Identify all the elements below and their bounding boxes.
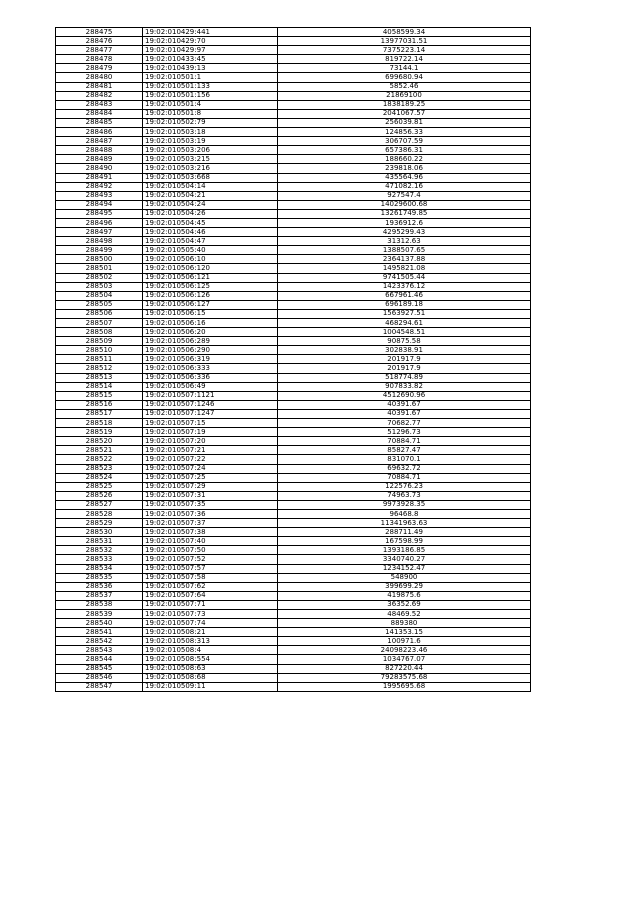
row-number-cell: 288526 <box>56 491 143 500</box>
value-cell: 90875.58 <box>278 337 531 346</box>
row-number-cell: 288517 <box>56 409 143 418</box>
table-row <box>56 109 531 118</box>
row-number-cell: 288511 <box>56 355 143 364</box>
cadastral-number-cell: 19:02:010506:290 <box>143 346 278 355</box>
cadastral-number-cell: 19:02:010429:441 <box>143 28 278 37</box>
table-row <box>56 664 531 673</box>
value-cell: 69632.72 <box>278 464 531 473</box>
cadastral-number-cell: 19:02:010507:57 <box>143 564 278 573</box>
value-cell: 657386.31 <box>278 146 531 155</box>
row-number-cell: 288504 <box>56 291 143 300</box>
table-row <box>56 155 531 164</box>
value-cell: 51296.73 <box>278 428 531 437</box>
cadastral-number-cell: 19:02:010503:668 <box>143 173 278 182</box>
value-cell: 188660.22 <box>278 155 531 164</box>
table-row <box>56 555 531 564</box>
table-row <box>56 355 531 364</box>
cadastral-number-cell: 19:02:010507:37 <box>143 519 278 528</box>
table-row <box>56 600 531 609</box>
row-number-cell: 288496 <box>56 218 143 227</box>
cadastral-number-cell: 19:02:010507:64 <box>143 591 278 600</box>
value-cell: 70884.71 <box>278 473 531 482</box>
cadastral-number-cell: 19:02:010504:24 <box>143 200 278 209</box>
cadastral-number-cell: 19:02:010508:68 <box>143 673 278 682</box>
cadastral-number-cell: 19:02:010506:16 <box>143 319 278 328</box>
value-cell: 699680.94 <box>278 73 531 82</box>
value-cell: 3340740.27 <box>278 555 531 564</box>
cadastral-number-cell: 19:02:010508:4 <box>143 646 278 655</box>
row-number-cell: 288488 <box>56 146 143 155</box>
row-number-cell: 288489 <box>56 155 143 164</box>
value-cell: 4512690.96 <box>278 391 531 400</box>
row-number-cell: 288532 <box>56 546 143 555</box>
table-row <box>56 228 531 237</box>
table-row <box>56 55 531 64</box>
row-number-cell: 288516 <box>56 400 143 409</box>
row-number-cell: 288515 <box>56 391 143 400</box>
cadastral-number-cell: 19:02:010501:8 <box>143 109 278 118</box>
value-cell: 70682.77 <box>278 419 531 428</box>
row-number-cell: 288542 <box>56 637 143 646</box>
table-row <box>56 582 531 591</box>
row-number-cell: 288513 <box>56 373 143 382</box>
cadastral-number-cell: 19:02:010507:19 <box>143 428 278 437</box>
table-row <box>56 482 531 491</box>
value-cell: 302838.91 <box>278 346 531 355</box>
cadastral-number-cell: 19:02:010507:73 <box>143 610 278 619</box>
cadastral-number-cell: 19:02:010507:40 <box>143 537 278 546</box>
table-row <box>56 637 531 646</box>
table-row <box>56 528 531 537</box>
table-row <box>56 573 531 582</box>
value-cell: 1388507.65 <box>278 246 531 255</box>
row-number-cell: 288483 <box>56 100 143 109</box>
row-number-cell: 288499 <box>56 246 143 255</box>
cadastral-number-cell: 19:02:010501:156 <box>143 91 278 100</box>
cadastral-number-cell: 19:02:010433:45 <box>143 55 278 64</box>
row-number-cell: 288497 <box>56 228 143 237</box>
value-cell: 141353.15 <box>278 628 531 637</box>
cadastral-number-cell: 19:02:010507:1247 <box>143 409 278 418</box>
row-number-cell: 288541 <box>56 628 143 637</box>
row-number-cell: 288510 <box>56 346 143 355</box>
value-cell: 70884.71 <box>278 437 531 446</box>
cadastral-number-cell: 19:02:010506:336 <box>143 373 278 382</box>
table-row <box>56 473 531 482</box>
value-cell: 306707.59 <box>278 137 531 146</box>
row-number-cell: 288514 <box>56 382 143 391</box>
row-number-cell: 288492 <box>56 182 143 191</box>
value-cell: 1393186.85 <box>278 546 531 555</box>
row-number-cell: 288505 <box>56 300 143 309</box>
cadastral-number-cell: 19:02:010508:21 <box>143 628 278 637</box>
row-number-cell: 288479 <box>56 64 143 73</box>
table-row <box>56 409 531 418</box>
table-row <box>56 200 531 209</box>
cadastral-number-cell: 19:02:010501:133 <box>143 82 278 91</box>
value-cell: 74963.73 <box>278 491 531 500</box>
row-number-cell: 288501 <box>56 264 143 273</box>
cadastral-number-cell: 19:02:010504:46 <box>143 228 278 237</box>
row-number-cell: 288485 <box>56 118 143 127</box>
row-number-cell: 288538 <box>56 600 143 609</box>
row-number-cell: 288490 <box>56 164 143 173</box>
table-body <box>56 28 531 692</box>
cadastral-number-cell: 19:02:010507:74 <box>143 619 278 628</box>
cadastral-number-cell: 19:02:010507:1121 <box>143 391 278 400</box>
table-row <box>56 628 531 637</box>
table-row <box>56 646 531 655</box>
value-cell: 518774.89 <box>278 373 531 382</box>
table-row <box>56 173 531 182</box>
value-cell: 40391.67 <box>278 400 531 409</box>
value-cell: 2364137.88 <box>278 255 531 264</box>
value-cell: 399699.29 <box>278 582 531 591</box>
table-row <box>56 546 531 555</box>
value-cell: 73144.1 <box>278 64 531 73</box>
cadastral-number-cell: 19:02:010503:216 <box>143 164 278 173</box>
row-number-cell: 288533 <box>56 555 143 564</box>
value-cell: 85827.47 <box>278 446 531 455</box>
row-number-cell: 288522 <box>56 455 143 464</box>
cadastral-number-cell: 19:02:010501:4 <box>143 100 278 109</box>
table-row <box>56 300 531 309</box>
row-number-cell: 288477 <box>56 46 143 55</box>
table-row <box>56 64 531 73</box>
value-cell: 96468.8 <box>278 509 531 518</box>
row-number-cell: 288481 <box>56 82 143 91</box>
value-cell: 201917.9 <box>278 364 531 373</box>
cadastral-number-cell: 19:02:010507:31 <box>143 491 278 500</box>
value-cell: 122576.23 <box>278 482 531 491</box>
cadastral-number-cell: 19:02:010507:62 <box>143 582 278 591</box>
table-row <box>56 146 531 155</box>
table-row <box>56 610 531 619</box>
value-cell: 256039.81 <box>278 118 531 127</box>
table-row <box>56 264 531 273</box>
table-row <box>56 682 531 691</box>
row-number-cell: 288528 <box>56 509 143 518</box>
table-row <box>56 282 531 291</box>
cadastral-number-cell: 19:02:010507:58 <box>143 573 278 582</box>
row-number-cell: 288476 <box>56 37 143 46</box>
cadastral-number-cell: 19:02:010506:127 <box>143 300 278 309</box>
value-cell: 40391.67 <box>278 409 531 418</box>
value-cell: 1995695.68 <box>278 682 531 691</box>
row-number-cell: 288512 <box>56 364 143 373</box>
row-number-cell: 288546 <box>56 673 143 682</box>
value-cell: 167598.99 <box>278 537 531 546</box>
row-number-cell: 288531 <box>56 537 143 546</box>
cadastral-number-cell: 19:02:010504:14 <box>143 182 278 191</box>
table-row <box>56 73 531 82</box>
value-cell: 419875.6 <box>278 591 531 600</box>
row-number-cell: 288503 <box>56 282 143 291</box>
value-cell: 471082.16 <box>278 182 531 191</box>
cadastral-number-cell: 19:02:010502:79 <box>143 118 278 127</box>
value-cell: 36352.69 <box>278 600 531 609</box>
row-number-cell: 288520 <box>56 437 143 446</box>
row-number-cell: 288529 <box>56 519 143 528</box>
table-row <box>56 164 531 173</box>
row-number-cell: 288495 <box>56 209 143 218</box>
cadastral-number-cell: 19:02:010504:45 <box>143 218 278 227</box>
table-row <box>56 419 531 428</box>
cadastral-number-cell: 19:02:010507:20 <box>143 437 278 446</box>
row-number-cell: 288506 <box>56 309 143 318</box>
table-row <box>56 446 531 455</box>
table-row <box>56 382 531 391</box>
value-cell: 435564.96 <box>278 173 531 182</box>
value-cell: 31312.63 <box>278 237 531 246</box>
row-number-cell: 288498 <box>56 237 143 246</box>
table-row <box>56 400 531 409</box>
table-row <box>56 655 531 664</box>
table-row <box>56 91 531 100</box>
value-cell: 100971.6 <box>278 637 531 646</box>
value-cell: 927547.4 <box>278 191 531 200</box>
row-number-cell: 288482 <box>56 91 143 100</box>
row-number-cell: 288491 <box>56 173 143 182</box>
value-cell: 2041067.57 <box>278 109 531 118</box>
value-cell: 831070.1 <box>278 455 531 464</box>
cadastral-number-cell: 19:02:010504:47 <box>143 237 278 246</box>
value-cell: 24098223.46 <box>278 646 531 655</box>
value-cell: 889380 <box>278 619 531 628</box>
value-cell: 5852.46 <box>278 82 531 91</box>
row-number-cell: 288521 <box>56 446 143 455</box>
cadastral-number-cell: 19:02:010508:554 <box>143 655 278 664</box>
value-cell: 13977031.51 <box>278 37 531 46</box>
value-cell: 48469.52 <box>278 610 531 619</box>
table-row <box>56 191 531 200</box>
row-number-cell: 288509 <box>56 337 143 346</box>
row-number-cell: 288523 <box>56 464 143 473</box>
row-number-cell: 288500 <box>56 255 143 264</box>
value-cell: 4058599.34 <box>278 28 531 37</box>
table-row <box>56 346 531 355</box>
cadastral-number-cell: 19:02:010506:126 <box>143 291 278 300</box>
value-cell: 7375223.14 <box>278 46 531 55</box>
table-row <box>56 619 531 628</box>
value-cell: 1034767.07 <box>278 655 531 664</box>
cadastral-number-cell: 19:02:010507:22 <box>143 455 278 464</box>
row-number-cell: 288527 <box>56 500 143 509</box>
table-row <box>56 428 531 437</box>
table-row <box>56 328 531 337</box>
cadastral-value-table <box>55 27 531 692</box>
cadastral-number-cell: 19:02:010508:63 <box>143 664 278 673</box>
row-number-cell: 288543 <box>56 646 143 655</box>
value-cell: 1563927.51 <box>278 309 531 318</box>
row-number-cell: 288547 <box>56 682 143 691</box>
value-cell: 827220.44 <box>278 664 531 673</box>
row-number-cell: 288539 <box>56 610 143 619</box>
value-cell: 13261749.85 <box>278 209 531 218</box>
row-number-cell: 288487 <box>56 137 143 146</box>
cadastral-number-cell: 19:02:010507:15 <box>143 419 278 428</box>
value-cell: 667961.46 <box>278 291 531 300</box>
table-row <box>56 182 531 191</box>
value-cell: 1495821.08 <box>278 264 531 273</box>
table-row <box>56 455 531 464</box>
table-row <box>56 537 531 546</box>
value-cell: 4295299.43 <box>278 228 531 237</box>
table-row <box>56 464 531 473</box>
value-cell: 9973928.35 <box>278 500 531 509</box>
row-number-cell: 288535 <box>56 573 143 582</box>
row-number-cell: 288493 <box>56 191 143 200</box>
value-cell: 9741505.44 <box>278 273 531 282</box>
row-number-cell: 288507 <box>56 319 143 328</box>
value-cell: 14029600.68 <box>278 200 531 209</box>
table-row <box>56 128 531 137</box>
table-row <box>56 337 531 346</box>
cadastral-number-cell: 19:02:010501:1 <box>143 73 278 82</box>
cadastral-number-cell: 19:02:010507:29 <box>143 482 278 491</box>
table-row <box>56 509 531 518</box>
row-number-cell: 288484 <box>56 109 143 118</box>
value-cell: 696189.18 <box>278 300 531 309</box>
value-cell: 907833.82 <box>278 382 531 391</box>
cadastral-number-cell: 19:02:010507:52 <box>143 555 278 564</box>
cadastral-number-cell: 19:02:010507:35 <box>143 500 278 509</box>
cadastral-number-cell: 19:02:010507:38 <box>143 528 278 537</box>
value-cell: 11341963.63 <box>278 519 531 528</box>
row-number-cell: 288534 <box>56 564 143 573</box>
cadastral-number-cell: 19:02:010504:21 <box>143 191 278 200</box>
table-row <box>56 246 531 255</box>
cadastral-number-cell: 19:02:010508:313 <box>143 637 278 646</box>
cadastral-number-cell: 19:02:010507:50 <box>143 546 278 555</box>
table-row <box>56 82 531 91</box>
value-cell: 124856.33 <box>278 128 531 137</box>
cadastral-number-cell: 19:02:010506:10 <box>143 255 278 264</box>
cadastral-number-cell: 19:02:010506:319 <box>143 355 278 364</box>
row-number-cell: 288486 <box>56 128 143 137</box>
row-number-cell: 288525 <box>56 482 143 491</box>
table-row <box>56 291 531 300</box>
table-row <box>56 564 531 573</box>
cadastral-number-cell: 19:02:010505:40 <box>143 246 278 255</box>
value-cell: 239818.06 <box>278 164 531 173</box>
table-row <box>56 137 531 146</box>
cadastral-number-cell: 19:02:010506:20 <box>143 328 278 337</box>
value-cell: 1234152.47 <box>278 564 531 573</box>
table-row <box>56 373 531 382</box>
table-row <box>56 309 531 318</box>
cadastral-number-cell: 19:02:010507:36 <box>143 509 278 518</box>
table-row <box>56 364 531 373</box>
row-number-cell: 288494 <box>56 200 143 209</box>
value-cell: 548900 <box>278 573 531 582</box>
table-row <box>56 100 531 109</box>
cadastral-number-cell: 19:02:010506:15 <box>143 309 278 318</box>
value-cell: 1936912.6 <box>278 218 531 227</box>
table-row <box>56 118 531 127</box>
value-cell: 1004548.51 <box>278 328 531 337</box>
value-cell: 1838189.25 <box>278 100 531 109</box>
row-number-cell: 288545 <box>56 664 143 673</box>
value-cell: 819722.14 <box>278 55 531 64</box>
table-row <box>56 273 531 282</box>
table-row <box>56 37 531 46</box>
cadastral-number-cell: 19:02:010503:18 <box>143 128 278 137</box>
value-cell: 201917.9 <box>278 355 531 364</box>
cadastral-number-cell: 19:02:010507:1246 <box>143 400 278 409</box>
value-cell: 288711.49 <box>278 528 531 537</box>
table-row <box>56 237 531 246</box>
row-number-cell: 288508 <box>56 328 143 337</box>
table-row <box>56 391 531 400</box>
row-number-cell: 288480 <box>56 73 143 82</box>
table-row <box>56 491 531 500</box>
table-row <box>56 591 531 600</box>
value-cell: 468294.61 <box>278 319 531 328</box>
value-cell: 1423376.12 <box>278 282 531 291</box>
row-number-cell: 288530 <box>56 528 143 537</box>
row-number-cell: 288524 <box>56 473 143 482</box>
cadastral-number-cell: 19:02:010506:49 <box>143 382 278 391</box>
row-number-cell: 288519 <box>56 428 143 437</box>
table-row <box>56 519 531 528</box>
cadastral-number-cell: 19:02:010439:13 <box>143 64 278 73</box>
cadastral-number-cell: 19:02:010507:25 <box>143 473 278 482</box>
table-row <box>56 673 531 682</box>
cadastral-number-cell: 19:02:010429:70 <box>143 37 278 46</box>
table-row <box>56 46 531 55</box>
cadastral-number-cell: 19:02:010506:121 <box>143 273 278 282</box>
value-cell: 21869100 <box>278 91 531 100</box>
cadastral-number-cell: 19:02:010506:289 <box>143 337 278 346</box>
row-number-cell: 288475 <box>56 28 143 37</box>
cadastral-number-cell: 19:02:010503:19 <box>143 137 278 146</box>
row-number-cell: 288536 <box>56 582 143 591</box>
cadastral-number-cell: 19:02:010504:26 <box>143 209 278 218</box>
row-number-cell: 288518 <box>56 419 143 428</box>
cadastral-number-cell: 19:02:010506:125 <box>143 282 278 291</box>
cadastral-number-cell: 19:02:010507:21 <box>143 446 278 455</box>
table-row <box>56 255 531 264</box>
table-row <box>56 437 531 446</box>
row-number-cell: 288537 <box>56 591 143 600</box>
cadastral-number-cell: 19:02:010503:215 <box>143 155 278 164</box>
cadastral-number-cell: 19:02:010507:24 <box>143 464 278 473</box>
cadastral-number-cell: 19:02:010507:71 <box>143 600 278 609</box>
table-row <box>56 500 531 509</box>
row-number-cell: 288502 <box>56 273 143 282</box>
cadastral-number-cell: 19:02:010503:206 <box>143 146 278 155</box>
table-row <box>56 28 531 37</box>
cadastral-number-cell: 19:02:010509:11 <box>143 682 278 691</box>
value-cell: 79283575.68 <box>278 673 531 682</box>
row-number-cell: 288544 <box>56 655 143 664</box>
row-number-cell: 288540 <box>56 619 143 628</box>
cadastral-number-cell: 19:02:010429:97 <box>143 46 278 55</box>
table-row <box>56 218 531 227</box>
table-row <box>56 209 531 218</box>
cadastral-number-cell: 19:02:010506:120 <box>143 264 278 273</box>
table-row <box>56 319 531 328</box>
row-number-cell: 288478 <box>56 55 143 64</box>
cadastral-number-cell: 19:02:010506:333 <box>143 364 278 373</box>
